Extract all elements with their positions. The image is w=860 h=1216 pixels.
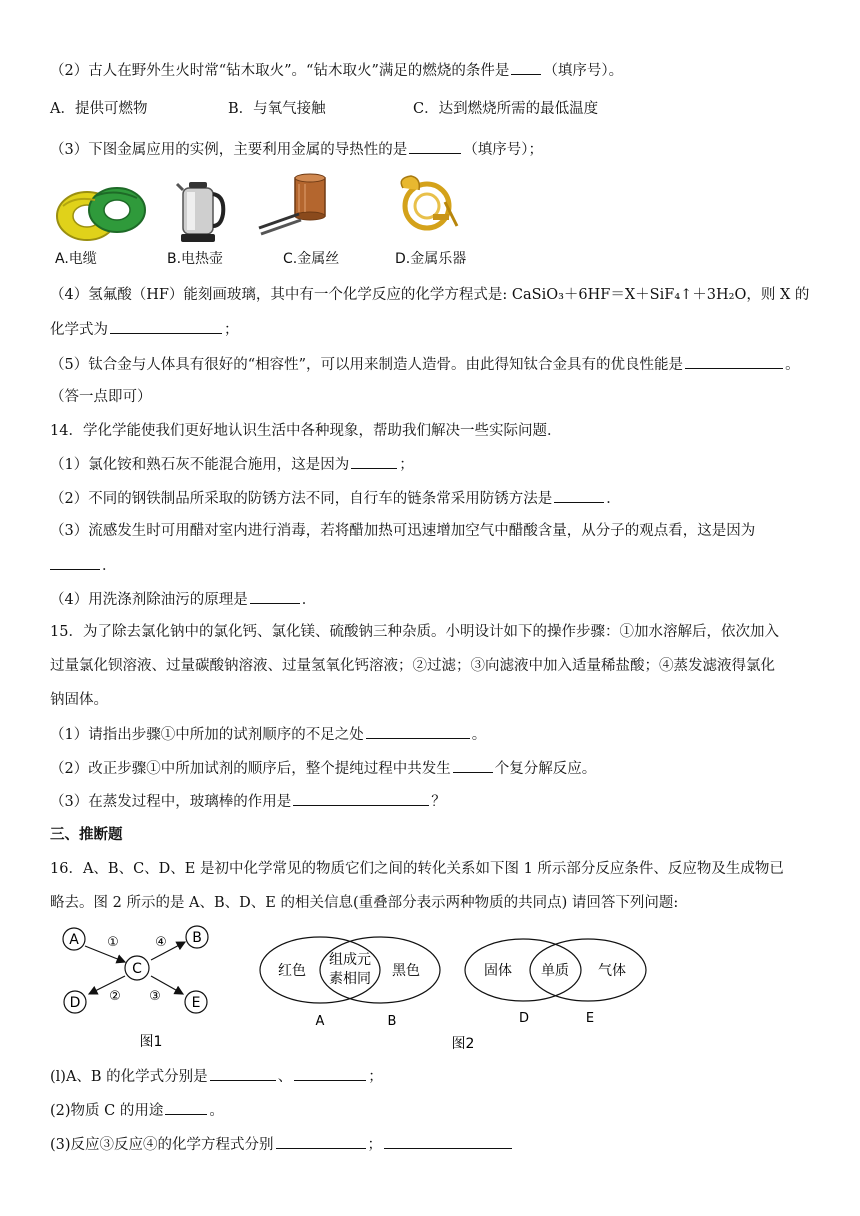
q15-part2-tail: 个复分解反应。 (494, 761, 597, 777)
q13-part3-text: （3）下图金属应用的实例，主要利用金属的导热性的是 (50, 142, 408, 158)
option-b: B．与氧气接触 (228, 101, 326, 117)
q13-part4 (50, 285, 812, 305)
section-title-text: 三、推断题 (50, 826, 123, 843)
q15-stem-text-3: 钠固体。 (50, 692, 108, 708)
step-1: ① (107, 935, 119, 950)
q13-part4-text: （4）氢氟酸（HF）能刻画玻璃，其中有一个化学反应的化学方程式是: CaSiO₃＋6HF＝X＋SiF₄↑＋3H₂O，则 X 的 (50, 287, 810, 303)
metal-applications-figure (55, 172, 475, 272)
q14-part3-text: （3）流感发生时可用醋对室内进行消毒，若将醋加热可迅速增加空气中醋酸含量，从分子的观点看，这是因为 (50, 523, 756, 539)
answer-blank[interactable] (50, 555, 100, 570)
answer-blank[interactable] (554, 488, 604, 503)
q14-stem-text: 14．学化学能使我们更好地认识生活中各种现象，帮助我们解决一些实际问题． (50, 423, 562, 439)
answer-blank[interactable] (351, 454, 397, 469)
cable-coil-icon (55, 176, 150, 246)
answer-blank[interactable] (293, 791, 429, 806)
venn2-right: 气体 (598, 963, 626, 979)
image-label-c: C.金属丝 (283, 251, 340, 267)
q13-part3 (50, 139, 812, 160)
q16-stem-line1 (50, 859, 812, 879)
q15-part3 (50, 791, 812, 812)
answer-blank[interactable] (511, 60, 541, 75)
venn1-label-a: A (315, 1014, 325, 1029)
metal-wire-spool-icon (255, 172, 335, 244)
step-2: ② (109, 989, 121, 1004)
q15-stem-text-1: 15．为了除去氯化钠中的氯化钙、氯化镁、硫酸钠三种杂质。小明设计如下的操作步骤：①加水溶解后，依次加入 (50, 624, 779, 640)
q16-part2 (50, 1100, 812, 1121)
answer-blank[interactable] (384, 1134, 512, 1149)
q14-part1 (50, 454, 812, 475)
venn2-middle: 单质 (541, 963, 569, 979)
q14-part4-tail: ． (301, 592, 317, 608)
section-title (50, 825, 812, 845)
q15-part1 (50, 724, 812, 745)
q15-part1-text: （1）请指出步骤①中所加的试剂顺序的不足之处 (50, 727, 364, 743)
q15-part2-text: （2）改正步骤①中所加试剂的顺序后，整个提纯过程中共发生 (50, 761, 451, 777)
venn1-left: 红色 (278, 963, 306, 979)
q16-stem-line2 (50, 893, 812, 913)
q14-part2-text: （2）不同的钢铁制品所采取的防锈方法不同，自行车的链条常采用防锈方法是 (50, 491, 553, 507)
answer-blank[interactable] (250, 589, 300, 604)
venn2-label-d: D (518, 1011, 530, 1026)
venn1-middle-2: 素相同 (329, 971, 371, 987)
q13-part5 (50, 354, 812, 375)
answer-blank[interactable] (210, 1066, 276, 1081)
q15-part3-tail: ？ (431, 794, 446, 810)
step-4: ④ (155, 935, 167, 950)
answer-blank[interactable] (165, 1100, 207, 1115)
q16-part2-text: (2)物质 C 的用途 (50, 1103, 164, 1119)
q16-part3-mid: ； (367, 1137, 383, 1153)
answer-blank[interactable] (294, 1066, 366, 1081)
answer-blank[interactable] (409, 139, 461, 154)
venn1-middle-1: 组成元 (329, 952, 371, 968)
option-a: A．提供可燃物 (50, 101, 148, 117)
french-horn-icon (393, 174, 463, 242)
q13-part5-line2-text: （答一点即可） (50, 389, 152, 405)
figure-2-caption: 图2 (451, 1036, 475, 1052)
q16-part3-text: (3)反应③反应④的化学方程式分别 (50, 1137, 274, 1153)
q13-part4-line2-text: 化学式为 (50, 322, 108, 338)
q16-part1-text: (l)A、B 的化学式分别是 (50, 1069, 208, 1085)
image-label-a: A.电缆 (55, 251, 97, 267)
q15-stem-line3 (50, 690, 812, 710)
q13-part2-text: （2）古人在野外生火时常“钻木取火”。“钻木取火”满足的燃烧的条件是 (50, 63, 510, 79)
figure-1-diagram (55, 920, 225, 1052)
step-3: ③ (149, 989, 161, 1004)
answer-blank[interactable] (453, 758, 493, 773)
venn1-label-b: B (387, 1014, 397, 1029)
answer-blank[interactable] (276, 1134, 366, 1149)
q16-part2-tail: 。 (209, 1103, 224, 1119)
q14-part4 (50, 589, 812, 610)
q14-stem (50, 421, 812, 441)
image-label-d: D.金属乐器 (395, 251, 467, 267)
q16-part1 (50, 1066, 812, 1087)
q16-stem-text-2: 略去。图 2 所示的是 A、B、D、E 的相关信息(重叠部分表示两种物质的共同点) 请回答下列问题: (50, 895, 679, 911)
node-c: C (132, 961, 142, 977)
q14-part1-text: （1）氯化铵和熟石灰不能混合施用，这是因为 (50, 457, 350, 473)
q15-part1-tail: 。 (471, 727, 487, 743)
q15-part3-text: （3）在蒸发过程中，玻璃棒的作用是 (50, 794, 292, 810)
node-d: D (69, 995, 81, 1011)
q14-part2-tail: ． (606, 491, 621, 507)
q14-part1-tail: ； (399, 457, 414, 473)
q16-part1-mid: 、 (277, 1069, 293, 1085)
venn2-left: 固体 (484, 963, 512, 979)
electric-kettle-icon (175, 174, 227, 246)
q14-part3-line2 (50, 555, 812, 576)
venn2-label-e: E (585, 1011, 595, 1026)
q13-part5-line2 (50, 387, 812, 407)
answer-blank[interactable] (685, 354, 783, 369)
q16-part3 (50, 1134, 812, 1155)
q13-part2-tail: （填序号）。 (543, 63, 624, 79)
answer-blank[interactable] (110, 319, 222, 334)
q13-part5-tail: 。 (785, 357, 800, 373)
q15-stem-text-2: 过量氯化钡溶液、过量碳酸钠溶液、过量氢氧化钙溶液；②过滤；③向滤液中加入适量稀盐酸；④蒸发滤液得氯化 (50, 658, 775, 674)
option-c: C．达到燃烧所需的最低温度 (413, 101, 599, 117)
q16-part1-tail: ； (368, 1069, 383, 1085)
q14-part2 (50, 488, 812, 509)
image-label-b: B.电热壶 (167, 251, 224, 267)
q14-part3 (50, 521, 812, 541)
q15-part2 (50, 758, 812, 779)
q13-options (50, 99, 812, 119)
q13-part3-tail: （填序号）； (463, 142, 543, 158)
q13-part2 (50, 60, 812, 81)
figure-1-caption: 图1 (139, 1034, 163, 1050)
q13-part5-text: （5）钛合金与人体具有很好的“相容性”，可以用来制造人造骨。由此得知钛合金具有的优良性能是 (50, 357, 684, 373)
node-a: A (69, 932, 79, 948)
venn1-right: 黑色 (392, 963, 420, 979)
node-e: E (191, 995, 201, 1011)
q14-part3-tail: ． (102, 558, 117, 574)
figure-2-venn-diagrams (258, 930, 658, 1055)
q15-stem-line1 (50, 622, 812, 642)
q15-stem-line2 (50, 656, 812, 676)
q13-part4-tail: ； (224, 322, 239, 338)
q14-part4-text: （4）用洗涤剂除油污的原理是 (50, 592, 248, 608)
q16-stem-text-1: 16．A、B、C、D、E 是初中化学常见的物质它们之间的转化关系如下图 1 所示部分反应条件、反应物及生成物已 (50, 861, 784, 877)
answer-blank[interactable] (366, 724, 470, 739)
q13-part4-line2 (50, 319, 812, 340)
node-b: B (192, 930, 202, 946)
